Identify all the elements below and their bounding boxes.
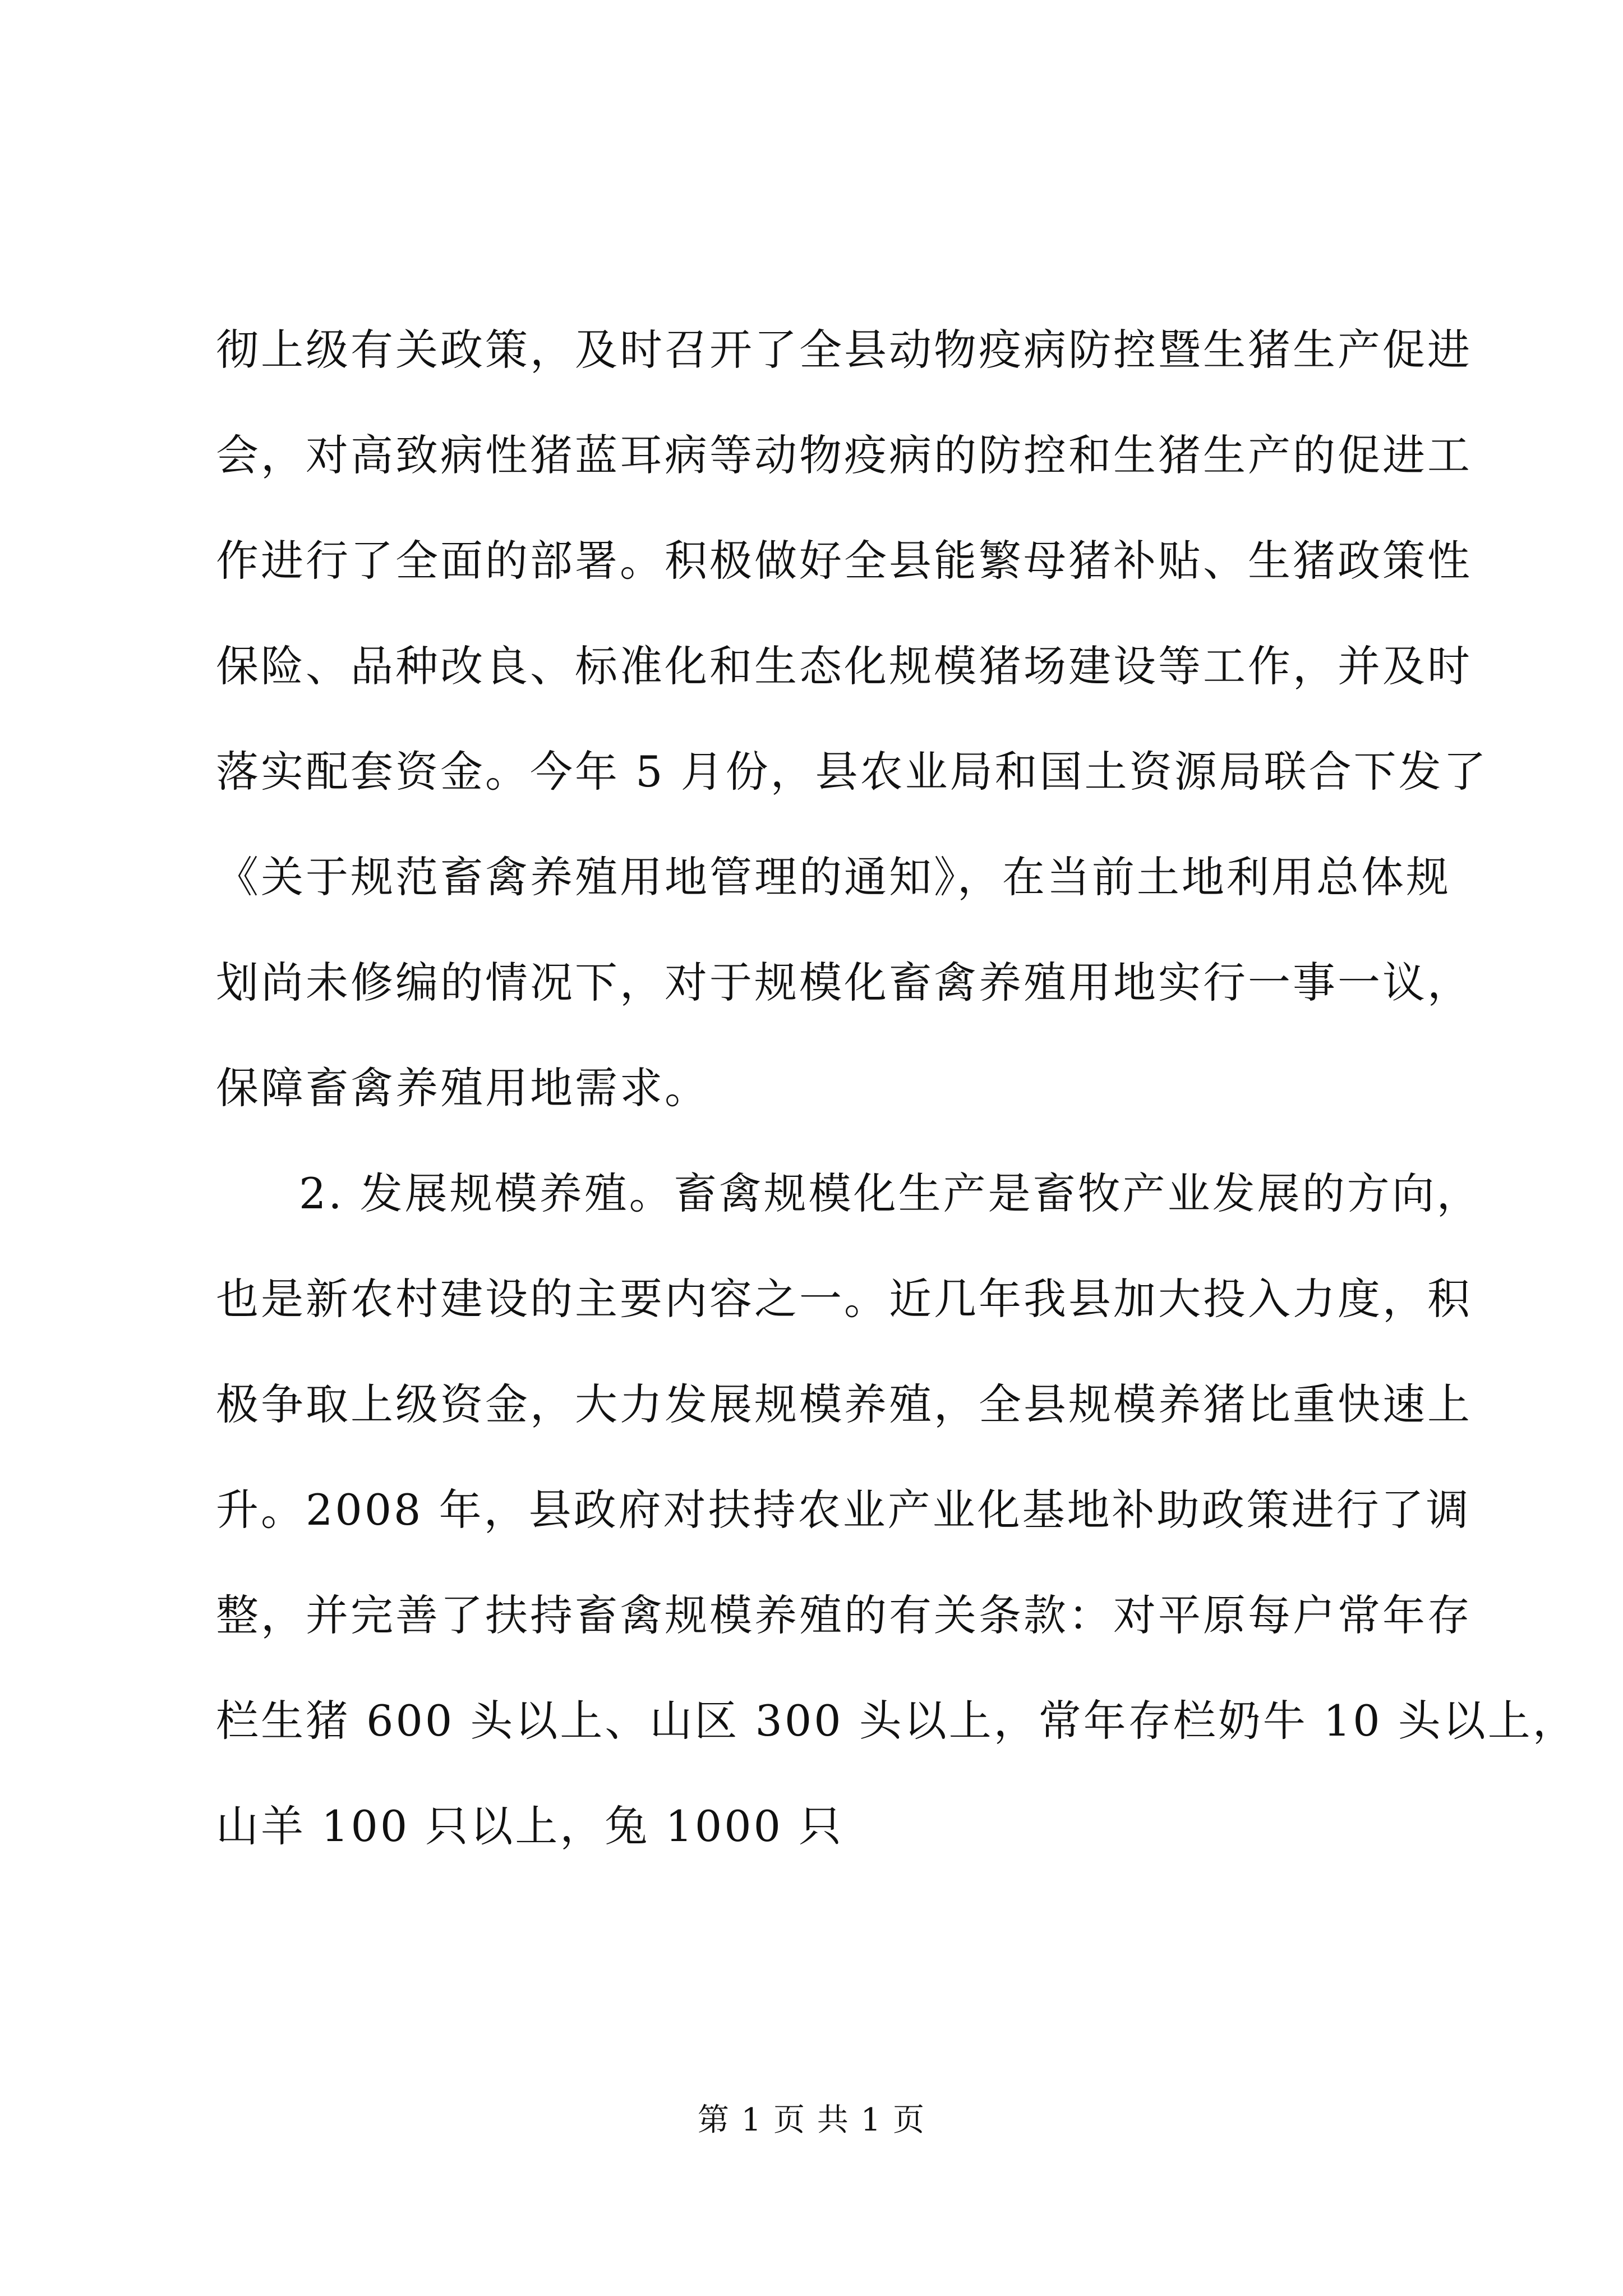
text-line: 彻上级有关政策，及时召开了全县动物疫病防控暨生猪生产促进 [216, 325, 1472, 375]
text-line: 升。2008 年，县政府对扶持农业产业化基地补助政策进行了调 [216, 1485, 1471, 1535]
text-line: 划尚未修编的情况下，对于规模化畜禽养殖用地实行一事一议， [216, 958, 1472, 1007]
text-line: 栏生猪 600 头以上、山区 300 头以上，常年存栏奶牛 10 头以上， [216, 1696, 1578, 1746]
text-line: 落实配套资金。今年 5 月份，县农业局和国土资源局联合下发了 [216, 747, 1488, 797]
body-text [216, 297, 1578, 1879]
text-line: 保险、品种改良、标准化和生态化规模猪场建设等工作，并及时 [216, 641, 1472, 691]
text-line: 保障畜禽养殖用地需求。 [216, 1063, 709, 1113]
text-line: 《关于规范畜禽养殖用地管理的通知》，在当前土地利用总体规 [216, 852, 1451, 902]
paragraph-start-line: 2. 发展规模养殖。畜禽规模化生产是畜牧产业发展的方向， [299, 1168, 1482, 1218]
text-line: 整，并完善了扶持畜禽规模养殖的有关条款：对平原每户常年存 [216, 1590, 1472, 1640]
text-line: 山羊 100 只以上，兔 1000 只 [216, 1801, 844, 1851]
text-line: 也是新农村建设的主要内容之一。近几年我县加大投入力度，积 [216, 1274, 1472, 1324]
text-line: 会，对高致病性猪蓝耳病等动物疫病的防控和生猪生产的促进工 [216, 430, 1472, 480]
page-number-footer: 第 1 页 共 1 页 [697, 2102, 926, 2138]
text-line: 作进行了全面的部署。积极做好全县能繁母猪补贴、生猪政策性 [216, 536, 1472, 586]
text-line: 极争取上级资金，大力发展规模养殖，全县规模养猪比重快速上 [216, 1379, 1472, 1429]
